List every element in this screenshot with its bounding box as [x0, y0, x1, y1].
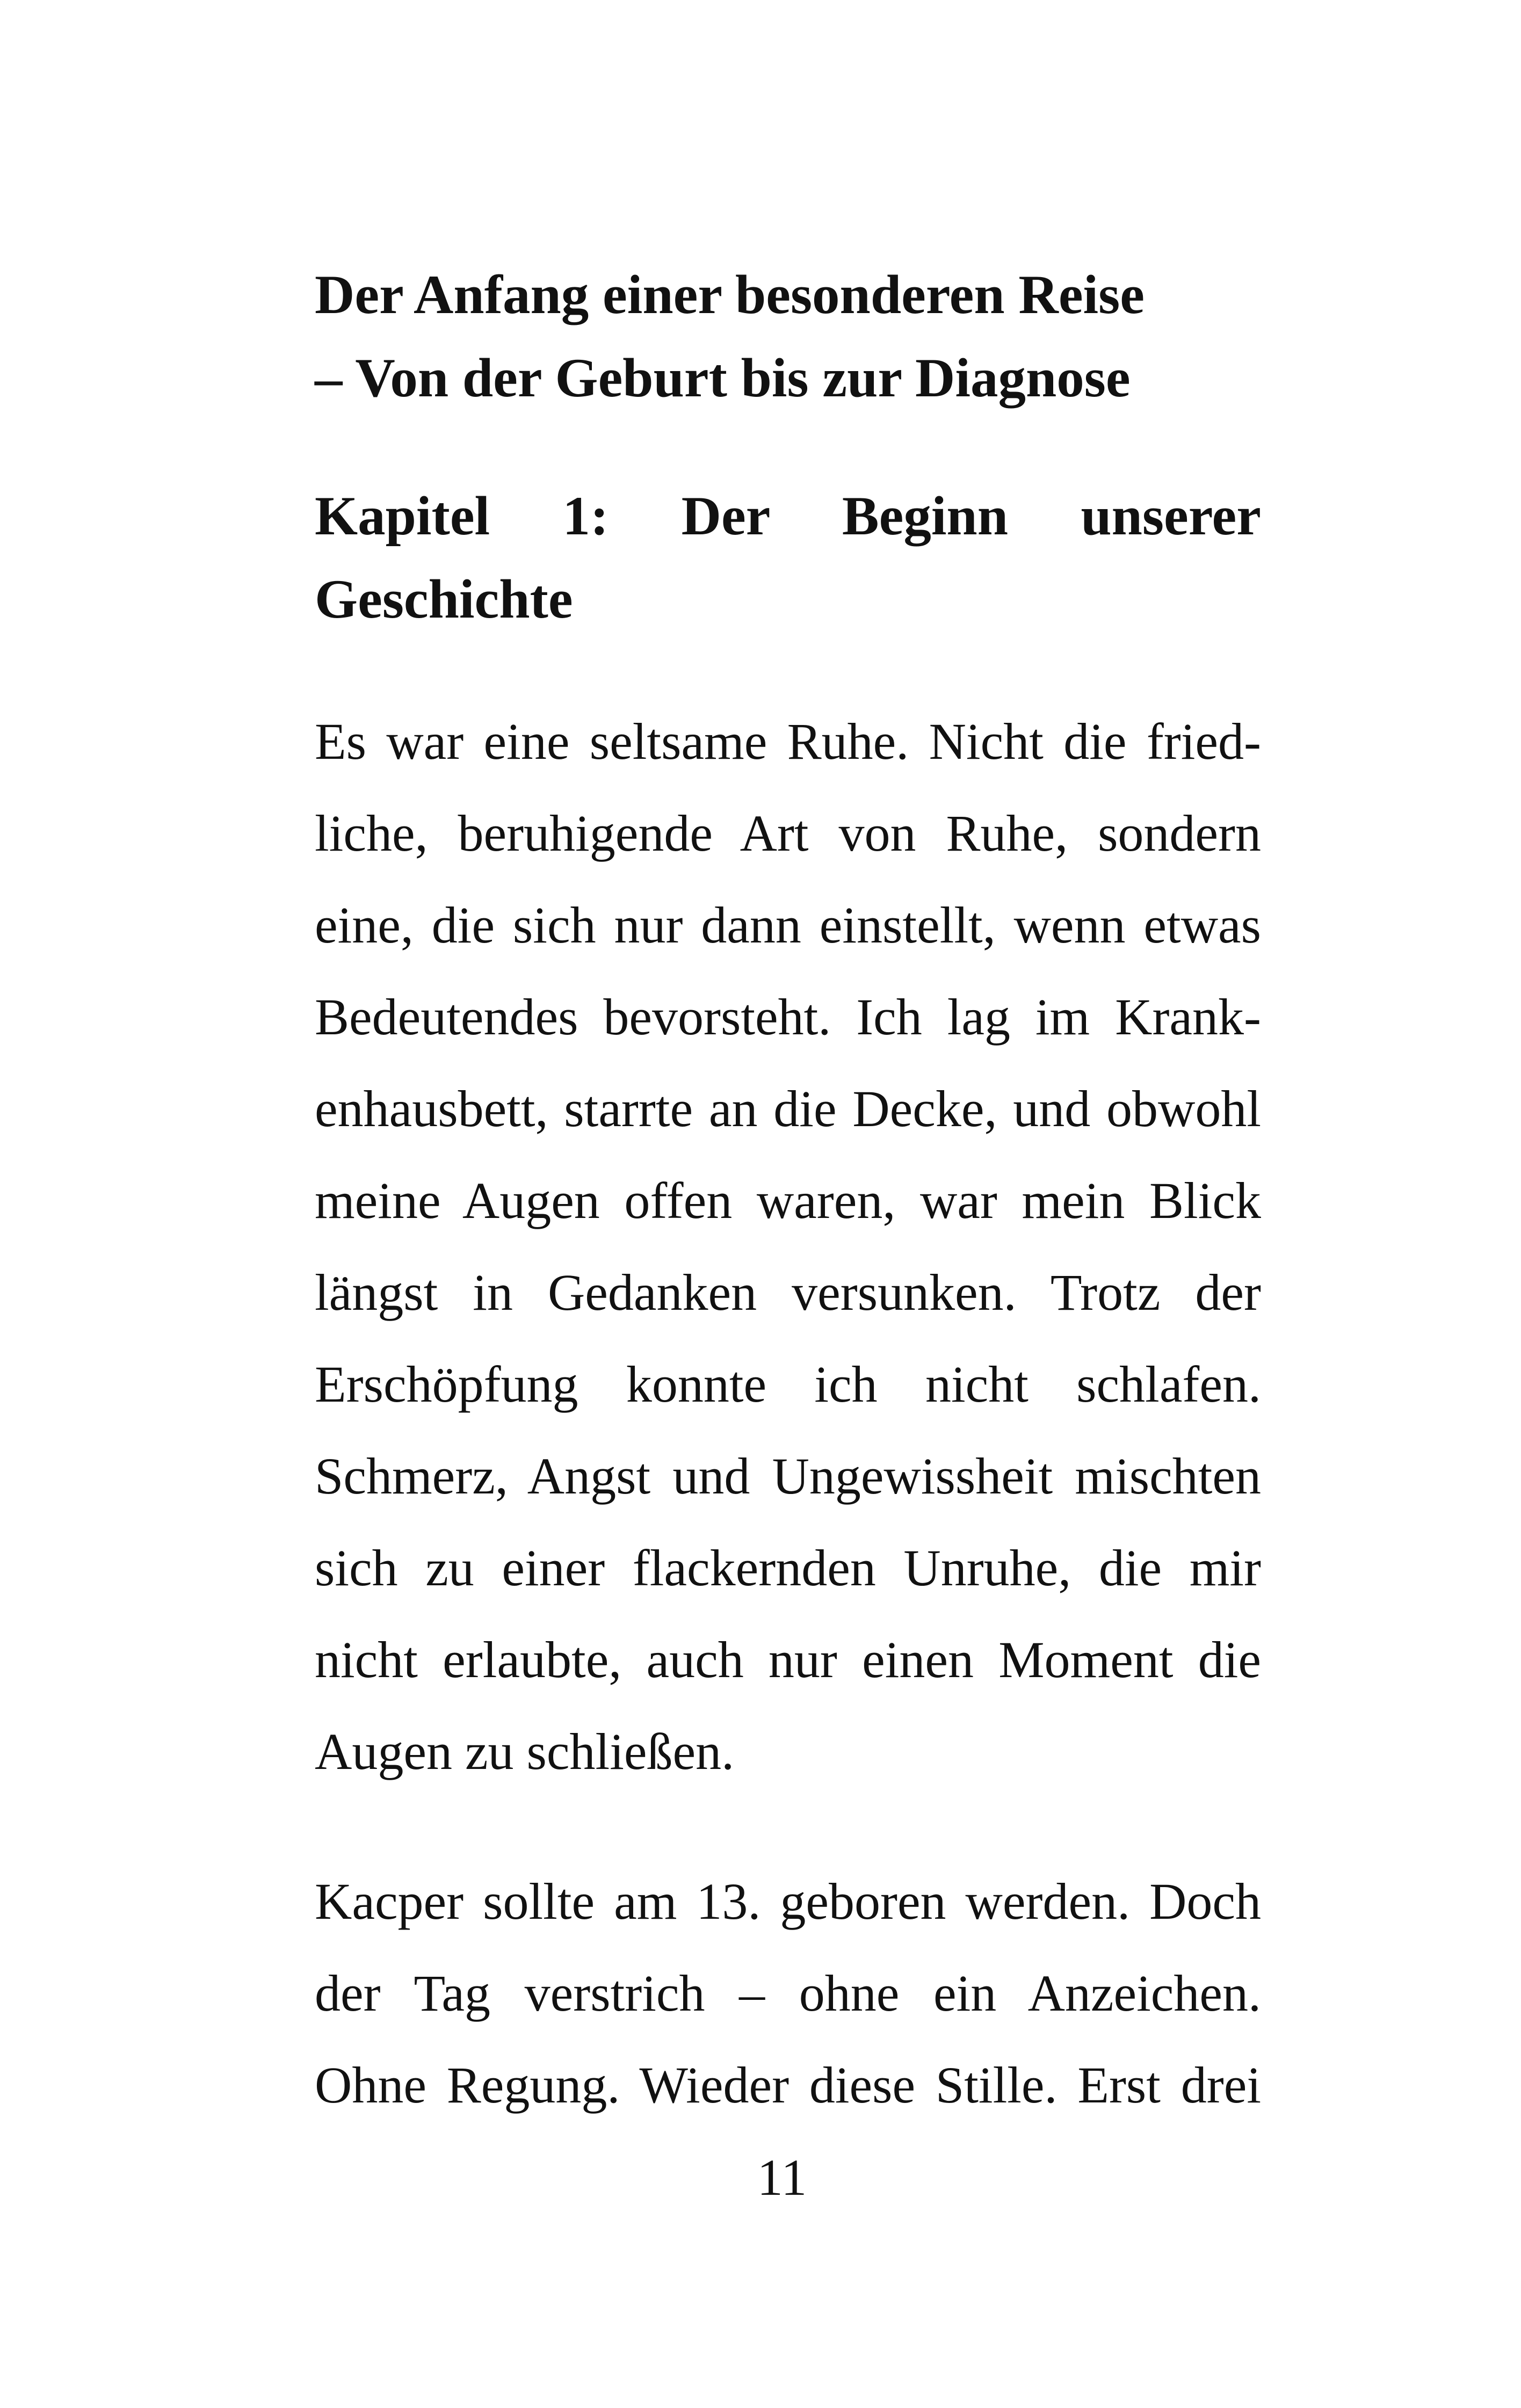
- chapter-heading-line-1: Kapitel 1: Der Beginn unserer: [315, 485, 1261, 547]
- paragraph-line: eine, die sich nur dann einstellt, wenn etwas: [315, 896, 1261, 954]
- paragraph-line: Augen zu schließen.: [315, 1723, 735, 1780]
- paragraph-line: meine Augen offen waren, war mein Blick: [315, 1172, 1261, 1229]
- paragraph-line: Ohne Regung. Wieder diese Stille. Erst drei: [315, 2056, 1261, 2114]
- chapter-heading-line-2: Geschichte: [315, 569, 573, 630]
- paragraph-1: [315, 695, 1261, 1797]
- paragraph-line: sich zu einer flackernden Unruhe, die mir: [315, 1539, 1261, 1597]
- paragraph-line: Schmerz, Angst und Ungewissheit mischten: [315, 1447, 1261, 1505]
- paragraph-line: längst in Gedanken versunken. Trotz der: [315, 1264, 1261, 1321]
- paragraph-line: der Tag verstrich – ohne ein Anzeichen.: [315, 1964, 1261, 2022]
- section-title: [315, 253, 1261, 420]
- paragraph-line: Es war eine seltsame Ruhe. Nicht die fried-: [315, 713, 1261, 770]
- section-title-line-2: – Von der Geburt bis zur Diagnose: [315, 347, 1131, 409]
- paragraph-line: Erschöpfung konnte ich nicht schlafen.: [315, 1355, 1261, 1413]
- page-number: 11: [757, 2149, 807, 2206]
- chapter-heading: [315, 475, 1261, 641]
- paragraph-2: [315, 1855, 1261, 2131]
- section-title-line-1: Der Anfang einer besonderen Reise: [315, 264, 1145, 325]
- paragraph-line: nicht erlaubte, auch nur einen Moment die: [315, 1631, 1261, 1688]
- paragraph-line: enhausbett, starrte an die Decke, und obwohl: [315, 1080, 1261, 1137]
- paragraph-line: Bedeutendes bevorsteht. Ich lag im Krank-: [315, 988, 1261, 1046]
- paragraph-line: Kacper sollte am 13. geboren werden. Doch: [315, 1873, 1261, 1930]
- paragraph-line: liche, beruhigende Art von Ruhe, sondern: [315, 804, 1261, 862]
